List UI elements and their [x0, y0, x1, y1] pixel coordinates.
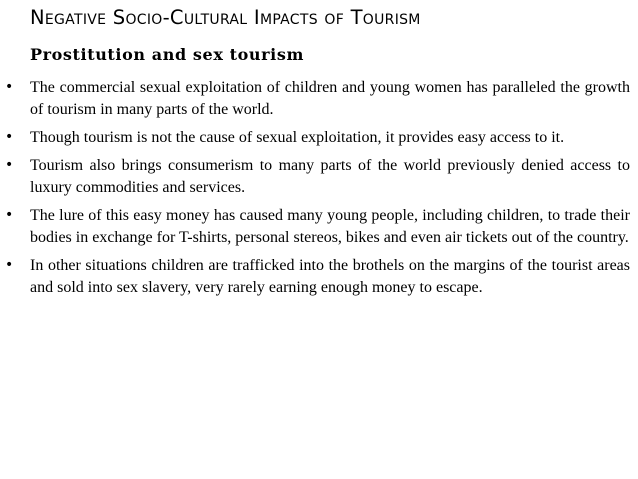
bullet-icon: •: [5, 207, 14, 223]
bullet-item: [0, 255, 638, 299]
bullet-text: Though tourism is not the cause of sexual exploitation, it provides easy access to it.: [30, 129, 565, 146]
bullet-icon: •: [5, 257, 14, 273]
bullet-text: The commercial sexual exploitation of children and young women has paralleled the growth of tourism in many parts of the world.: [30, 79, 630, 118]
bullet-item: [0, 205, 638, 249]
bullet-list: [0, 77, 638, 305]
bullet-item: [0, 77, 638, 121]
bullet-text: The lure of this easy money has caused many young people, including children, to trade their bodies in exchange for T-shirts, personal stereos, bikes and even air tickets out of the country.: [30, 207, 630, 246]
bullet-icon: •: [5, 157, 14, 173]
bullet-icon: •: [5, 79, 14, 95]
bullet-icon: •: [5, 129, 14, 145]
slide-subtitle: Prostitution and sex tourism: [30, 45, 304, 64]
bullet-item: [0, 155, 638, 199]
bullet-text: Tourism also brings consumerism to many parts of the world previously denied access to luxury commodities and services.: [30, 157, 630, 196]
slide-title: Negative Socio-Cultural Impacts of Tourism: [30, 6, 421, 29]
bullet-item: [0, 127, 638, 149]
bullet-text: In other situations children are trafficked into the brothels on the margins of the tourist areas and sold into sex slavery, very rarely earning enough money to escape.: [30, 257, 630, 296]
